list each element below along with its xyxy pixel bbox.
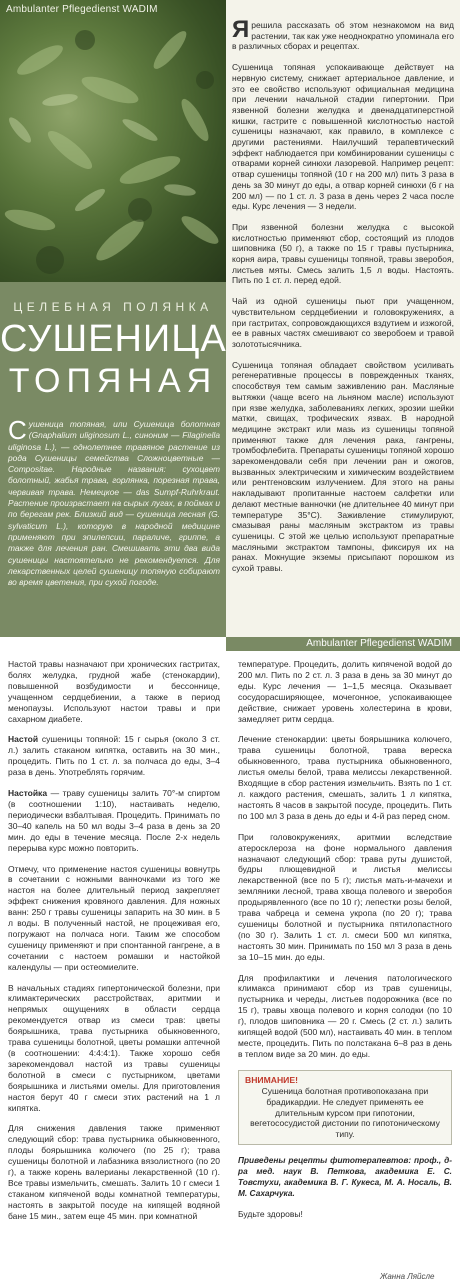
credits: Приведены рецепты фитотерапевтов: проф., д-ра мед. наук В. Петкова, академика Е. С. Товстухи, академика В. Г. Кукеса, М. А. Носаль, В. М. Сахарчука. [238, 1155, 452, 1198]
article-title-line1: СУШЕНИЦА [0, 318, 227, 360]
closing-wish: Будьте здоровы! [238, 1208, 303, 1219]
paragraph: Сушеница топяная успокаивающе действует на нервную систему, снижает артериальное давление, и это ее свойство используют официальная медицина при лечении начальной стадии гипертонии. При язвенной болезни желудка и двенадцатиперстной кишки, гастрите с повышенной кислотностью настой сушеницы назначают, как правило, в комплексе с другими растениями. Наилучший терапевтический эффект наблюдается при комбинировании сушеницы с отварами корней синюхи лазоревой. Например рецепт: отвар сушеницы топяной (10 г на 200 мл) пить 3 раза в день за 30 минут до еды, а отвар корней синюхи (6 г на 200 мл) — по 1 ст. л. 3 раза в день через 2 часа после еды. Курс лечения — 3 недели. [232, 62, 454, 212]
paragraph: Настой сушеницы топяной: 15 г сырья (около 3 ст. л.) залить стаканом кипятка, оставить на 30 мин., процедить. Пить по 1 ст. л. за полчаса до еды, 3–4 раза в день. Употреблять горячим. [8, 734, 220, 778]
paragraph: Ярешила рассказать об этом незнакомом на вид растении, так как уже неоднократно упоминала его в различных сборах и рецептах. [232, 16, 454, 52]
paragraph: Сушеница топяная обладает свойством усиливать регенеративные процессы в поврежденных тканях, способствуя тем самым заживлению ран. Масляные вытяжки (чаще всего на льняном масле) используют при язве желудка, заболеваниях легких, эрозии шейки матки, свищах, трофических язвах. В народной медицине экстракт или мазь из сушеницы топяной применяют также для лечения рака, гангрены, тромбофлебита. Препараты сушеницы топяной хорошо зарекомендовали себя при лечении ран и ожогов, вызванных электрическим и химическим воздействием или рентгеновским излучением. Для этого на раны накладывают пропитанные настоем салфетки или делают местные ванночки (не длительнее 40 минут при температуре 35°С). Заживление стимулируют, смазывая раны масляным экстрактом из травы сушеницы. С этой же целью используют препаратные масляными экстрактом тампоны, фиксируя их на ранах. Мокнущие экземы присыпают порошком из сухой травы. [232, 359, 454, 574]
plant-illustration [0, 0, 226, 282]
plant-photo [0, 0, 226, 282]
paragraph: температуре. Процедить, долить кипяченой водой до 200 мл. Пить по 2 ст. л. 3 раза в день за 30 минут до еды. Курс лечения — 1–1,5 месяца. Оказывает сосудорасширяющее, мочегонное, успокаивающее действие, снижает уровень холестерина в крови, замедляет ритм сердца. [238, 659, 452, 724]
recipe-lead: Настой [8, 734, 39, 745]
top-page [0, 0, 460, 637]
paragraph: Настойка — траву сушеницы залить 70°-м спиртом (в соотношении 1:10), настаивать неделю, периодически взбалтывая. Процедить. Принимать по 30–40 капель на 50 мл воды 3–4 раза в день за 20 мин. до еды в течение месяца. После 2-х недель перерыва курс можно повторить. [8, 788, 220, 853]
paragraph: В начальных стадиях гипертонической болезни, при климактерических расстройствах, аритмии и непрямых ощущениях в области сердца рекомендуется отвар из смеси трав: цветы боярышника, трава пустырника обыкновенного, трава сушеницы болотной, цветы ромашки аптечной (в соотношении: 4:4:4:1). Также хорошо себя зарекомендовал настой из травы сушеницы болотной в смеси с пустырником, цветами боярышника и листьями омелы. Для приготовления настоя берут 40 г смеси этих растений на 1 л кипятка. [8, 982, 220, 1113]
warning-text: Сушеница болотная противопоказана при брадикардии. Не следует применять ее длительным курсом при гипотонии, вегетососудистой дистонии по гипотоническому типу. [250, 1085, 440, 1140]
paragraph: Настой травы назначают при хронических гастритах, болях желудка, грудной жабе (стенокардии), повышенной возбудимости и бессоннице, учащенном сердцебиении, а также в период менопаузы. Используют настои травы и при сахарном диабете. [8, 659, 220, 724]
paragraph: Чай из одной сушеницы пьют при учащенном, чувствительном сердцебиении и головокружениях, а при гастритах, сопровождающихся вздутием и изжогой, ее в равных частях смешивают со зверобоем и травой золототысячника. [232, 296, 454, 349]
author-signature: Жанна Ляйсле [380, 1272, 435, 1281]
paragraph: Лечение стенокардии: цветы боярышника колючего, трава сушеницы болотной, трава вереска обыкновенного, трава пустырника обыкновенного, листья омелы белой, трава мелиссы лекарственной. Входящие в сбор растения измельчить. Взять по 1 ст. л. каждого растения, смешать, залить 1 л кипятка, настоять 8 часов в закрытой посуде, процедить. Пить по 100 мл 3 раза в день до еды и 4-й раз перед сном. [238, 734, 452, 821]
warning-box [238, 1070, 452, 1145]
paragraph: При язвенной болезни желудка с высокой кислотностью применяют сбор, состоящий из плодов шиповника (50 г), а также по 15 г травы пустырника, корня аира, травы сушеницы топяной, травы зверобоя, листьев мяты. Смесь залить 1,5 л воды. Настоять. Пить по 1 ст. л. перед едой. [232, 221, 454, 286]
paragraph: Для снижения давления также применяют следующий сбор: трава пустырника обыкновенного, плоды боярышника колючего (по 25 г); трава сушеницы болотной и лабазника вязолистного (по 20 г), а также корень валерианы лекарственной (10 г). Все травы измельчить, смешать. Залить 10 г смеси 1 стаканом кипяченой воды комнатной температуры, настоять в закрытой посуде на кипящей водяной бане 15 мин., затем еще 45 мин. при комнатной [8, 1123, 220, 1221]
paragraph: Для профилактики и лечения патологического климакса принимают сбор из трав сушеницы, пустырника и череды, листьев подорожника (все по 15 г), травы хвоща полевого и корня солодки (по 10 г), плодов шиповника — 20 г. Смесь (2 ст. л.) залить кипящей водой (500 мл), настаивать 40 мин. в теплом месте, процедить. Пить по полстакана 6–8 раз в день в теплом виде за 20 мин. до еды. [238, 972, 452, 1059]
paragraph: При головокружениях, аритмии вследствие атеросклероза на фоне нормального давления назначают следующий сбор: трава руты душистой, будры плющевидной и листья мелиссы лекарственной (все по 5 г); листья мать-и-мачехи и земляники лесной, трава хвоща полевого и зверобоя продырявленного (все по 10 г); лепестки розы белой, трава чабреца и семена укропа (по 20 г); трава сушеницы болотной и пустырника пятилопастного (по 30 г). Залить 1 ст. л. смеси 500 мл кипятка, настоять 30 мин. Принимать по 150 мл 3 раза в день за 10–15 мин. до еды. [238, 831, 452, 962]
warning-title: ВНИМАНИЕ! [245, 1074, 298, 1085]
publisher-header-bottom: Ambulanter Pflegedienst WADIM [306, 638, 452, 649]
intro-text: ушеница топяная, или Сушеница болотная (Gnaphalium uliginosum L., синоним — Filaginella uliginosa L.), — однолетнее травяное растение из рода Сушеницы семейства Сложноцветные — Compositae. Народные названия: сухоцвет болотный, жабья трава, горлянка, порезная трава, червивая трава. Немецкое — das Sumpf-Ruhrkraut. Растение произрастает на сырых лугах, в поймах и по берегам рек. Близкий вид — сушеница лесная (G. sylvaticum L.), которую в народной медицине применяют при эпилепсии, параличе, гриппе, а также для лечения ран. Смешивать эти два вида сушеницы настоятельно не рекомендуется. Для лекарственных целей сушеницу топяную собирают во время цветения, при сухой погоде. [8, 419, 220, 588]
paragraph-dropcap: Я [232, 16, 250, 43]
article-title-line2: ТОПЯНАЯ [8, 362, 218, 400]
paragraph: Отмечу, что применение настоя сушеницы вовнутрь в сочетании с ножными ванночками из того же настоя на более длительный период закрепляет эффект снижения кровяного давления. Для ножных ванн: 250 г травы сушеницы запарить на 30 мин. в 5 л воды. В полученный настой, не процеживая его, погружают на полчаса ноги. Таким же способом сушеницу применяют и при спонтанной гангрене, а в сочетании с настоем ромашки и настойкой календулы — при остеомиелите. [8, 863, 220, 972]
publisher-header: Ambulanter Pflegedienst WADIM [6, 4, 158, 15]
bottom-left-column [8, 659, 220, 1232]
recipe-lead: Настойка [8, 788, 48, 799]
article-intro [8, 415, 220, 588]
bottom-right-column [238, 659, 452, 1220]
rubric-label: ЦЕЛЕБНАЯ ПОЛЯНКА [13, 300, 213, 314]
top-right-column [232, 16, 454, 584]
intro-dropcap: С [8, 415, 27, 445]
